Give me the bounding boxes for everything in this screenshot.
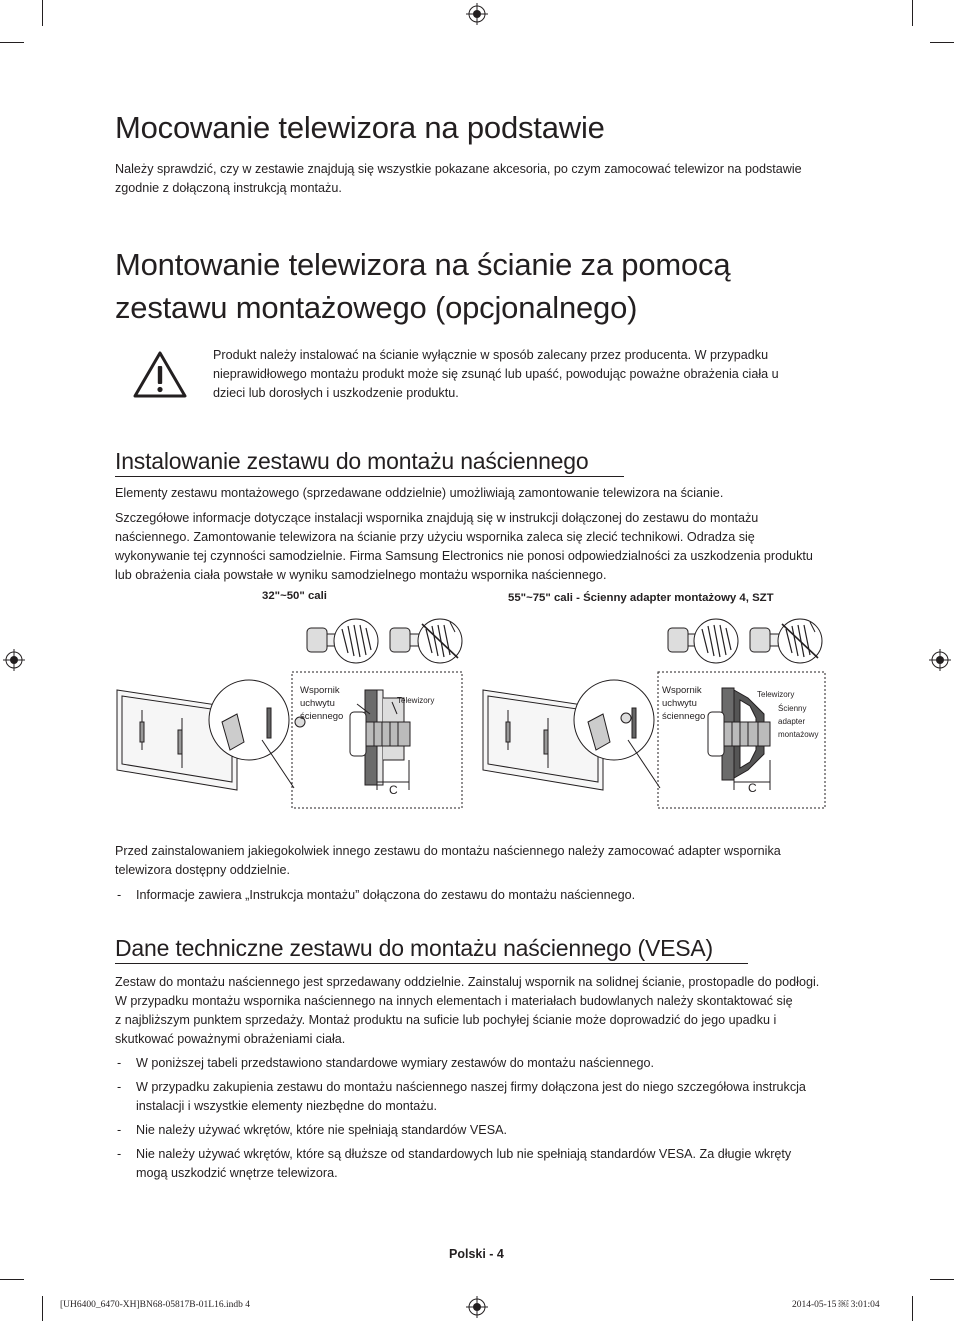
crop-mark [42, 0, 43, 26]
screw-icon [307, 619, 378, 663]
registration-mark-icon [466, 1296, 488, 1318]
paragraph-line: skutkować poważnymi obrażeniami ciała. [115, 1032, 346, 1046]
subsection-title: Dane techniczne zestawu do montażu naściennego (VESA) [115, 935, 713, 961]
registration-mark-icon [929, 649, 951, 671]
paragraph-line: Elementy zestawu montażowego (sprzedawane oddzielnie) umożliwiają zamontowanie telewizora na ścianie. [115, 486, 724, 500]
date-info: 2014-05-15 ￼ 3:01:04 [792, 1300, 880, 1310]
section-title: Montowanie telewizora na ścianie za pomocą [115, 247, 731, 282]
paragraph-line: Szczegółowe informacje dotyczące instalacji wspornika znajdują się w instrukcji dołączonej do zestawu do montażu [115, 511, 759, 525]
label-c: C [389, 783, 398, 797]
bullet-item: - W przypadku zakupienia zestawu do montażu naściennego naszej firmy dołączona jest do niego szczegółowa instrukcja instalacji i wszystkie elementy niezbędne do montażu. [117, 1080, 806, 1113]
figure-caption-left: 32"~50" cali [262, 590, 327, 602]
warning-text: Produkt należy instalować na ścianie wyłącznie w sposób zalecany przez producenta. W przypadku [213, 348, 769, 362]
warning-text: dzieci lub dorosłych i uszkodzenie produktu. [213, 386, 459, 400]
registration-mark-icon [466, 3, 488, 25]
label-tv: Telewizory [757, 690, 795, 699]
crop-mark [0, 42, 24, 43]
bullet-item: - Nie należy używać wkrętów, które są dłuższe od standardowych lub nie spełniają standardów VESA. Za długie wkręty mogą uszkodzić wnętrze telewizora. [117, 1147, 792, 1180]
subsection-underline [115, 476, 624, 477]
crop-mark [0, 1279, 24, 1280]
page-number: Polski - 4 [449, 1247, 504, 1261]
file-info: [UH6400_6470-XH]BN68-05817B-01L16.indb 4 [60, 1300, 250, 1310]
label-bracket: Wspornik uchwytu ściennego [662, 685, 706, 722]
paragraph-line: telewizora dostępny oddzielnie. [115, 863, 291, 877]
crop-mark [42, 1296, 43, 1321]
paragraph-line: Przed zainstalowaniem jakiegokolwiek innego zestawu do montażu naściennego należy zamocować adapter wspornika [115, 844, 781, 858]
label-adapter: Ścienny adapter montażowy [778, 704, 819, 739]
paragraph-line: zgodnie z dołączoną instrukcją montażu. [115, 181, 342, 195]
paragraph-line: naściennego. Zamontowanie telewizora na ścianie przy użyciu wspornika zaleca się zlecić technikowi. Odradza się [115, 530, 755, 544]
label-tv: Telewizory [397, 696, 435, 705]
bullet-item: - W poniższej tabeli przedstawiono standardowe wymiary zestawów do montażu naściennego. [117, 1056, 655, 1070]
paragraph-line: W przypadku montażu wspornika naściennego na innych elementach i materiałach budowlanych należy skontaktować się [115, 994, 793, 1008]
crop-mark [930, 42, 954, 43]
paragraph-line: z najbliższym punktem sprzedaży. Montaż produktu na suficie lub pochyłej ścianie może doprowadzić do jego upadku i [115, 1013, 777, 1027]
paragraph-line: Zestaw do montażu naściennego jest sprzedawany oddzielnie. Zainstaluj wspornik na solidnej ścianie, prostopadle do podłogi. [115, 975, 820, 989]
section-title: zestawu montażowego (opcjonalnego) [115, 290, 638, 325]
paragraph-line: Należy sprawdzić, czy w zestawie znajdują się wszystkie pokazane akcesoria, po czym zamocować telewizor na podstawie [115, 162, 802, 176]
paragraph-line: lub obrażenia ciała powstałe w wyniku samodzielnego montażu wspornika naściennego. [115, 568, 607, 582]
crop-mark [930, 1279, 954, 1280]
paragraph-line: wykonywanie tej czynności samodzielnie. Firma Samsung Electronics nie ponosi odpowiedzialności za uszkodzenia produktu [115, 549, 813, 563]
screw-icon [668, 619, 738, 663]
subsection-title: Instalowanie zestawu do montażu naściennego [115, 448, 589, 474]
label-c: C [748, 781, 757, 795]
figure-caption-right: 55"~75" cali - Ścienny adapter montażowy 4, SZT [508, 592, 774, 604]
subsection-underline [115, 963, 748, 964]
label-bracket: Wspornik uchwytu ściennego [300, 685, 344, 722]
page-title: Mocowanie telewizora na podstawie [115, 110, 605, 145]
warning-text: nieprawidłowego montażu produkt może się zsunąć lub upaść, powodując poważne obrażenia ciała u [213, 367, 779, 381]
screw-prohibited-icon [390, 619, 462, 663]
bullet-item: - Informacje zawiera „Instrukcja montażu” dołączona do zestawu do montażu naściennego. [117, 888, 636, 902]
screw-prohibited-icon [750, 619, 822, 663]
crop-mark [912, 1296, 913, 1321]
registration-mark-icon [3, 649, 25, 671]
wall-mount-diagram-left [112, 610, 472, 810]
bullet-item: - Nie należy używać wkrętów, które nie spełniają standardów VESA. [117, 1123, 507, 1137]
warning-triangle-icon [132, 350, 188, 400]
crop-mark [912, 0, 913, 26]
